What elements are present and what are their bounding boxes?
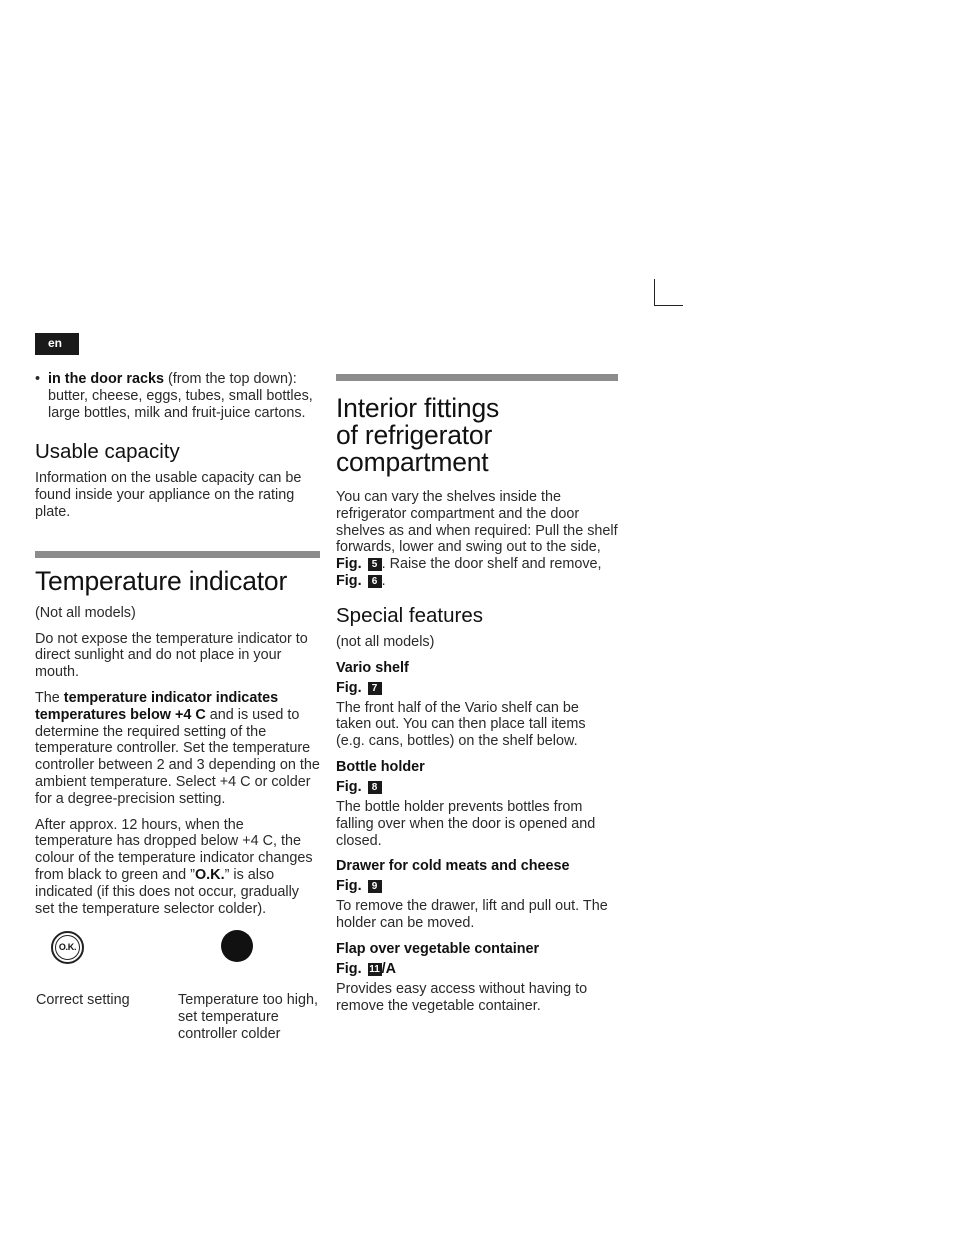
- temperature-para-2: [35, 690, 320, 808]
- caption-temperature-too-high: Temperature too high, set temperature controller colder: [178, 992, 318, 1042]
- ok-indicator-label: O.K.: [55, 935, 80, 960]
- temperature-note: (Not all models): [35, 604, 136, 621]
- vario-shelf-text: The front half of the Vario shelf can be taken out. You can then place tall items (e.g. cans, bottles) on the shelf below.: [336, 699, 586, 750]
- heading-line-3: compartment: [336, 447, 489, 477]
- flap-text: Provides easy access without having to remove the vegetable container.: [336, 980, 588, 1014]
- bottle-fig-ref: [336, 779, 618, 796]
- fig-11-suffix: /A: [381, 960, 396, 977]
- temperature-para-1: Do not expose the temperature indicator to direct sunlight and do not place in your mouth.: [35, 630, 308, 681]
- fig-label: Fig.: [336, 572, 362, 589]
- drawer-title: Drawer for cold meats and cheese: [336, 858, 570, 875]
- vario-shelf-title: Vario shelf: [336, 659, 409, 676]
- fig-8-badge: 8: [368, 781, 382, 794]
- drawer-text: To remove the drawer, lift and pull out. The holder can be moved.: [336, 898, 608, 932]
- bottle-holder-title: Bottle holder: [336, 758, 425, 775]
- middle-column: [336, 374, 618, 1024]
- interior-fittings-heading: [336, 395, 618, 476]
- door-racks-bullet: [35, 371, 320, 421]
- section-rule: [35, 551, 320, 558]
- crop-mark: [654, 279, 683, 306]
- temperature-para-3: [35, 817, 320, 918]
- bullet-text: (from the top down): butter, cheese, eggs, tubes, small bottles, large bottles, milk and fruit-juice cartons.: [48, 371, 313, 421]
- para-2-a: The: [35, 689, 64, 706]
- fig-label: Fig.: [336, 960, 362, 977]
- para-2-c: and is used to determine the required setting of the temperature controller. Set the temperature controller between 2 and 3 depending on the ambient temperature. Select +4 C or colder for a degree-precision setting.: [35, 706, 320, 807]
- bullet-bold: in the door racks: [48, 371, 164, 387]
- usable-capacity-text: Information on the usable capacity can be found inside your appliance on the rating plate.: [35, 470, 302, 520]
- caption-correct-setting: Correct setting: [36, 992, 130, 1009]
- vario-fig-ref: [336, 680, 618, 697]
- fig-9-badge: 9: [368, 880, 382, 893]
- interior-text-c: .: [381, 572, 386, 589]
- fig-label: Fig.: [336, 778, 362, 795]
- para-3-bold: O.K.: [194, 866, 225, 883]
- heading-line-1: Interior fittings: [336, 393, 500, 423]
- fig-5-badge: 5: [368, 558, 382, 571]
- flap-fig-ref: [336, 961, 618, 978]
- fig-label: Fig.: [336, 556, 362, 573]
- para-2-bold: temperature indicator indicates temperatures below +4 C: [35, 689, 279, 723]
- flap-title: Flap over vegetable container: [336, 940, 540, 957]
- indicator-illustrations: [35, 929, 320, 1079]
- special-features-heading: Special features: [336, 603, 484, 627]
- temperature-indicator-heading: Temperature indicator: [35, 565, 288, 596]
- language-tab: en: [35, 333, 79, 355]
- fig-label: Fig.: [336, 878, 362, 895]
- dark-indicator-icon: [221, 930, 253, 962]
- ok-indicator-icon: [51, 931, 84, 964]
- bottle-holder-text: The bottle holder prevents bottles from falling over when the door is opened and closed.: [336, 798, 596, 849]
- usable-capacity-heading: Usable capacity: [35, 440, 180, 464]
- interior-fittings-text: [336, 489, 618, 590]
- fig-6-badge: 6: [368, 575, 382, 588]
- interior-text-b: . Raise the door shelf and remove,: [381, 556, 602, 573]
- fig-7-badge: 7: [368, 682, 382, 695]
- section-rule: [336, 374, 618, 381]
- drawer-fig-ref: [336, 878, 618, 895]
- para-3-a: After approx. 12 hours, when the temperature has dropped below +4 C, the colour of the temperature indicator changes from black to green and ”: [35, 816, 313, 883]
- fig-label: Fig.: [336, 679, 362, 696]
- interior-text-a: You can vary the shelves inside the refrigerator compartment and the door shelves as and when required: Pull the shelf forwards, lower and swing out to the side,: [336, 489, 618, 556]
- heading-line-2: of refrigerator: [336, 420, 493, 450]
- special-features-note: (not all models): [336, 633, 435, 650]
- left-column: [35, 371, 320, 1079]
- para-3-c: ” is also indicated (if this does not occur, gradually set the temperature selector colder).: [35, 866, 299, 917]
- fig-11-badge: 11: [369, 963, 380, 975]
